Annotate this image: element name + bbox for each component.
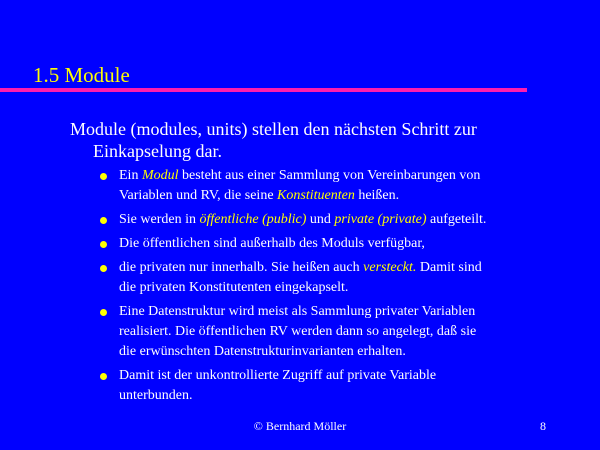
emphasized-term: versteckt. — [363, 260, 417, 275]
footer-copyright: © Bernhard Möller — [253, 419, 347, 433]
text-run: und — [306, 212, 335, 227]
bullet-text — [119, 234, 579, 254]
bullet-line: Die öffentlichen sind außerhalb des Moduls verfügbar, — [119, 236, 425, 251]
bullet-line — [119, 258, 579, 278]
text-run: besteht aus einer Sammlung von Vereinbarungen von — [178, 168, 481, 183]
slide-title: 1.5 Module — [33, 63, 130, 87]
text-run: die privaten nur innerhalb. Sie heißen auch — [119, 260, 364, 275]
bullet-line: unterbunden. — [119, 388, 193, 403]
bullet-dot-icon — [100, 309, 107, 316]
text-run: aufgeteilt. — [426, 212, 487, 227]
emphasized-term: Modul — [141, 168, 179, 183]
bullet-text — [119, 366, 579, 406]
emphasized-term: private (private) — [334, 212, 427, 227]
bullet-text — [119, 258, 579, 298]
bullet-dot-icon — [100, 265, 107, 272]
bullet-text — [119, 302, 579, 362]
text-run: Damit sind — [416, 260, 482, 275]
bullet-text — [119, 210, 579, 230]
bullet-line — [119, 166, 579, 186]
text-run: heißen. — [354, 188, 400, 203]
bullet-line: realisiert. Die öffentlichen RV werden dann so angelegt, daß sie — [119, 324, 477, 339]
page-number: 8 — [540, 419, 546, 433]
lead-line-2: Einkapselung dar. — [93, 141, 222, 161]
bullet-dot-icon — [100, 373, 107, 380]
bullet-dot-icon — [100, 217, 107, 224]
text-run: Variablen und RV, die seine — [119, 188, 278, 203]
lead-line-1: Module (modules, units) stellen den nächsten Schritt zur — [70, 119, 477, 139]
bullet-dot-icon — [100, 241, 107, 248]
bullet-dot-icon — [100, 173, 107, 180]
text-run: Ein — [119, 168, 142, 183]
bullet-text — [119, 166, 579, 206]
bullet-line: Damit ist der unkontrollierte Zugriff auf private Variable — [119, 368, 437, 383]
bullet-line — [119, 210, 579, 230]
bullet-line: Eine Datenstruktur wird meist als Sammlung privater Variablen — [119, 304, 476, 319]
lead-paragraph — [70, 118, 570, 162]
bullet-line: die privaten Konstitutenten eingekapselt. — [119, 280, 349, 295]
emphasized-term: Konstituenten — [277, 188, 355, 203]
title-divider — [0, 88, 527, 92]
emphasized-term: öffentliche (public) — [199, 212, 307, 227]
text-run: Sie werden in — [119, 212, 200, 227]
bullet-line: die erwünschten Datenstrukturinvarianten erhalten. — [119, 344, 406, 359]
bullet-line — [119, 186, 579, 206]
